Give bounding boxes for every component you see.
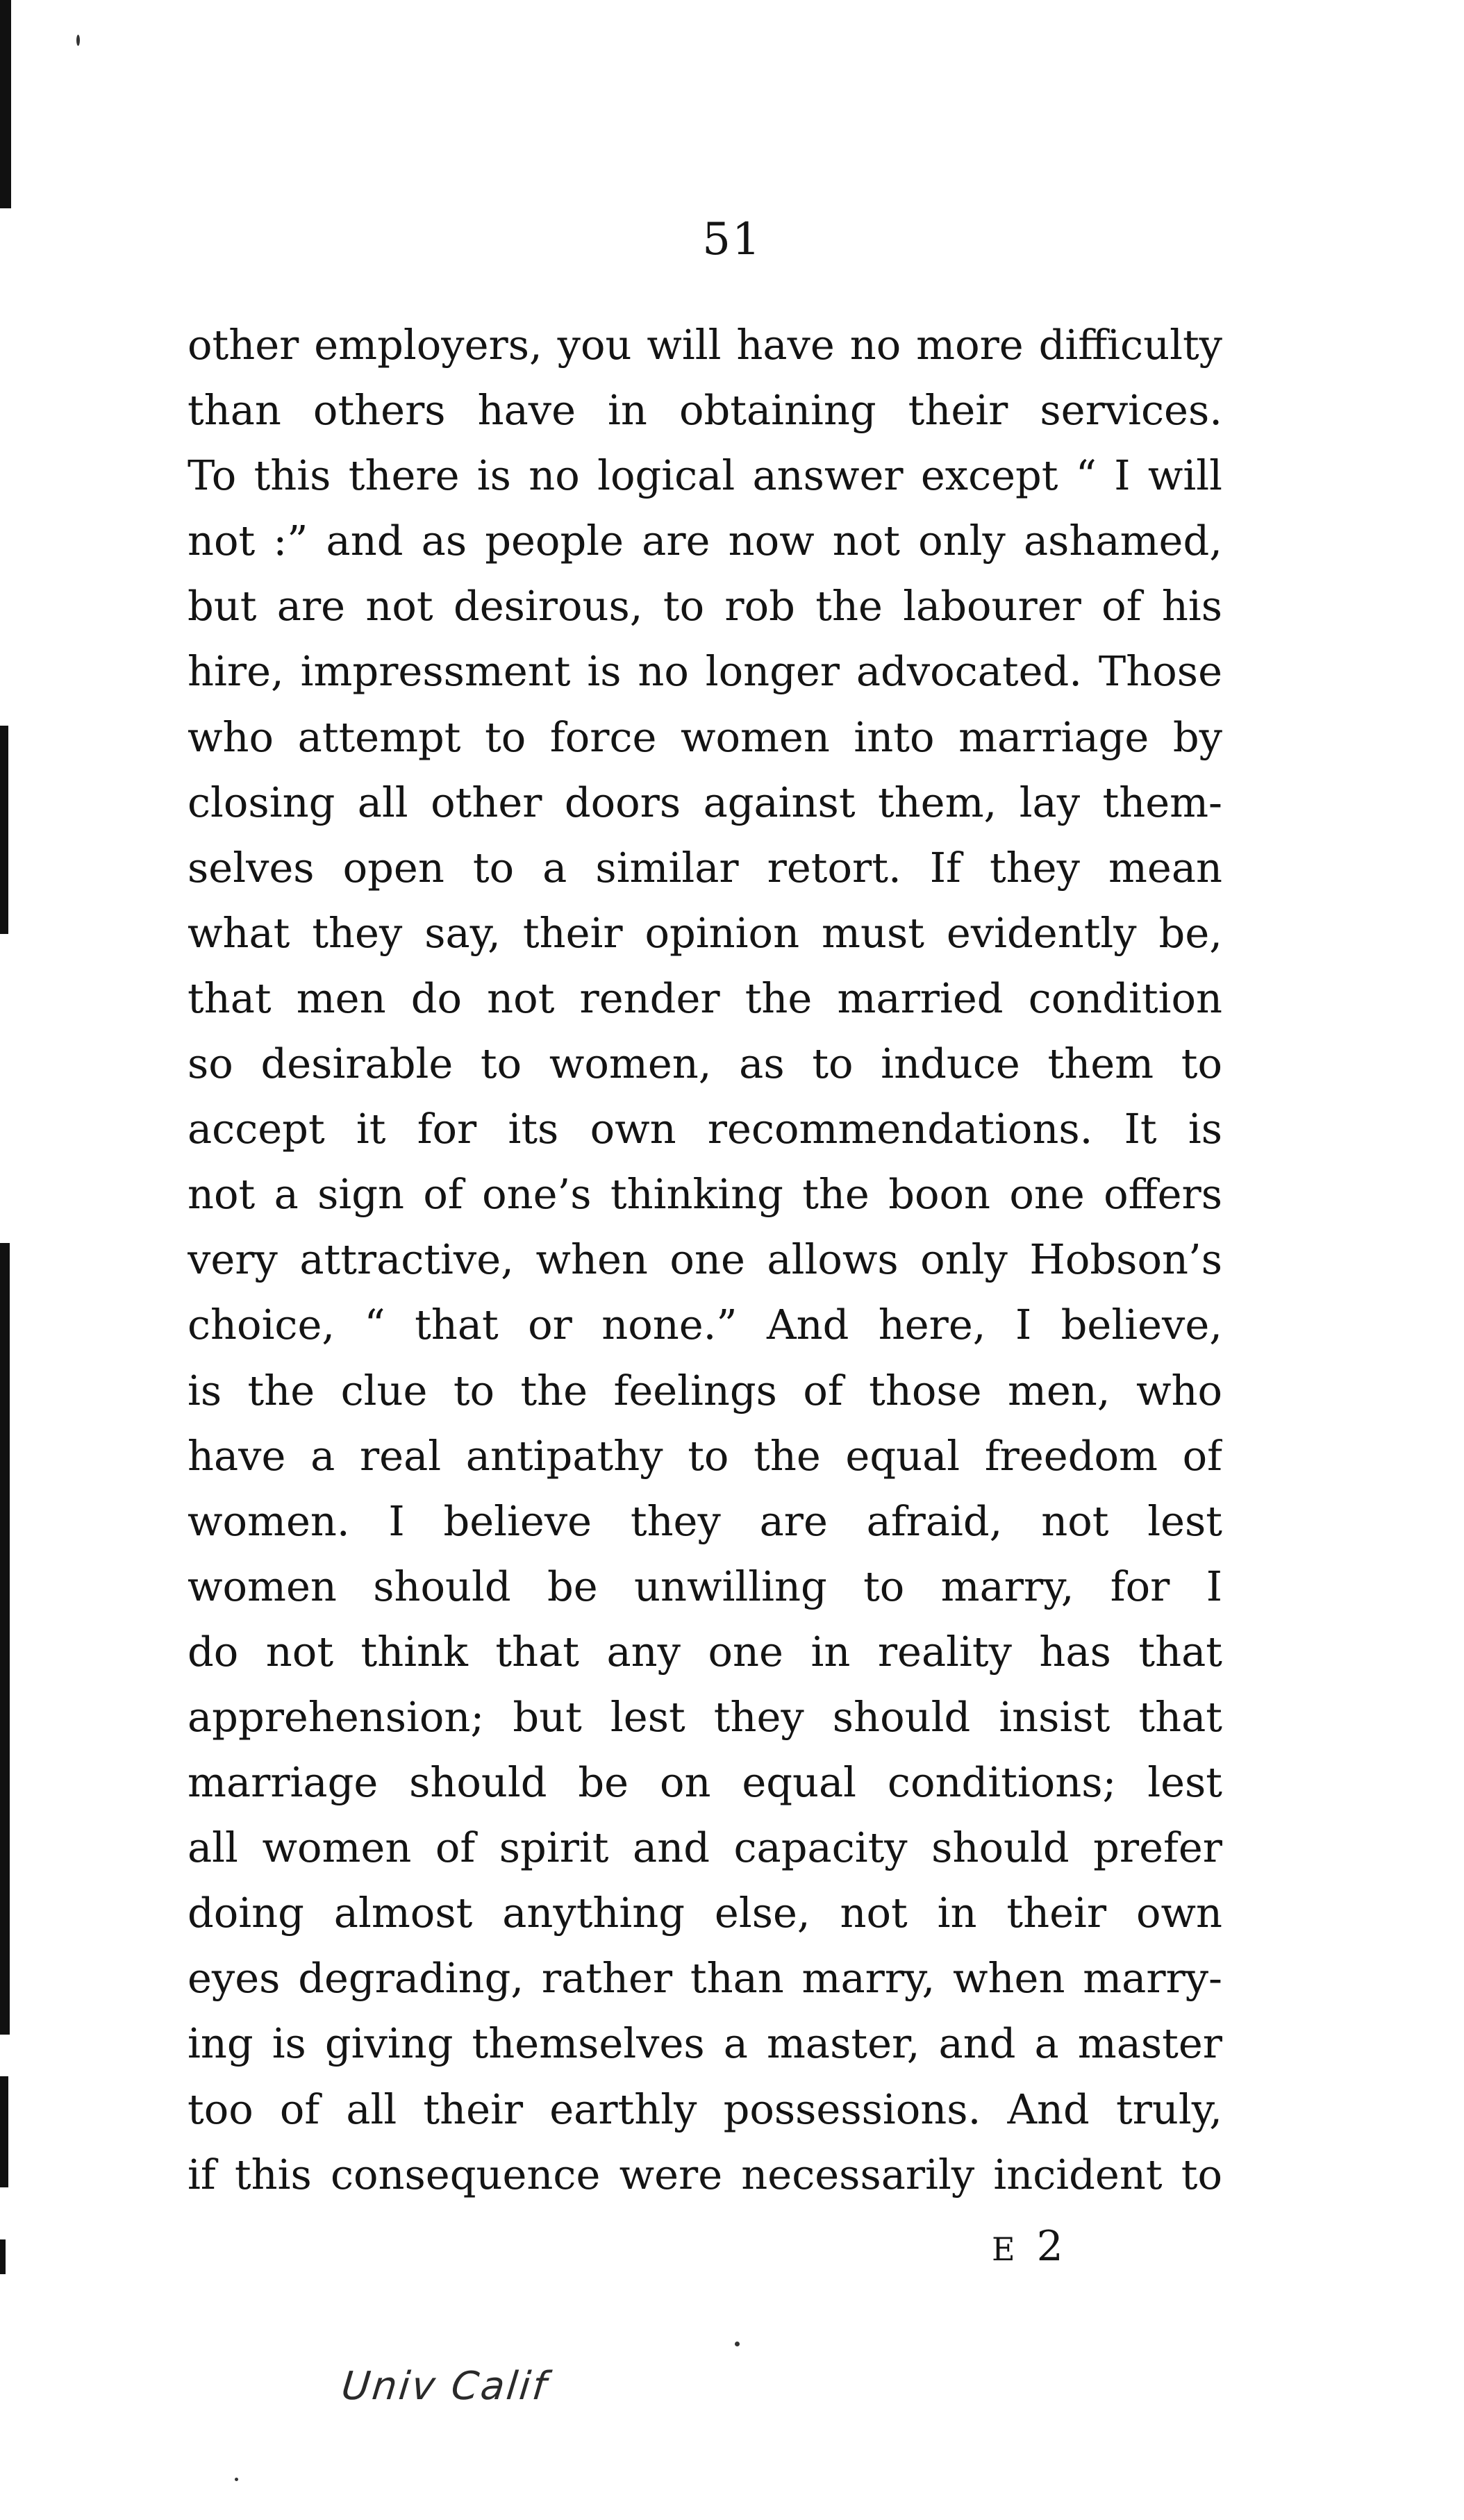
ink-speck [735,2342,740,2346]
text-line: is the clue to the feelings of those men, who [188,1366,1222,1415]
text-line: not a sign of one’s thinking the boon one offers [188,1170,1222,1219]
text-line: closing all other doors against them, lay them- [188,778,1222,826]
text-line: too of all their earthly possessions. And truly, [188,2085,1222,2133]
text-line: women should be unwilling to marry, for I [188,1562,1222,1610]
text-line: what they say, their opinion must evidently be, [188,908,1222,957]
ink-speck [76,35,80,46]
signature-mark [992,2219,1067,2277]
text-line: women. I believe they are afraid, not lest [188,1496,1222,1545]
text-line: eyes degrading, rather than marry, when marry- [188,1954,1222,2003]
text-line: that men do not render the married condition [188,974,1222,1022]
text-line: To this there is no logical answer except “ I will [188,451,1222,500]
signature-letter: E [992,2230,1020,2268]
text-line: apprehension; but lest they should insist that [188,1692,1222,1741]
text-line: but are not desirous, to rob the labourer of his [188,582,1222,631]
binding-edge-mark [0,0,11,208]
text-line: have a real antipathy to the equal freedom of [188,1431,1222,1480]
library-stamp: Univ Calif [339,2364,551,2409]
body-text [188,312,1222,2208]
text-line: not :” and as people are now not only ashamed, [188,517,1222,565]
text-line: accept it for its own recommendations. It is [188,1105,1222,1153]
text-line: if this consequence were necessarily incident to [188,2150,1222,2198]
binding-edge-mark [0,2076,8,2187]
text-line: doing almost anything else, not in their own [188,1889,1222,1937]
text-line: do not think that any one in reality has that [188,1627,1222,1676]
page-number: 51 [702,214,762,265]
text-line: who attempt to force women into marriage by [188,712,1222,761]
text-line: choice, “ that or none.” And here, I believe, [188,1301,1222,1349]
text-line: hire, impressment is no longer advocated. Those [188,647,1222,696]
text-line: ing is giving themselves a master, and a master [188,2019,1222,2068]
binding-edge-mark [0,726,8,934]
text-line: marriage should be on equal conditions; lest [188,1758,1222,1807]
text-line: very attractive, when one allows only Hobson’s [188,1235,1222,1284]
text-line: other employers, you will have no more difficulty [188,321,1222,369]
text-line: all women of spirit and capacity should prefer [188,1824,1222,1872]
ink-speck [235,2478,238,2481]
text-line: than others have in obtaining their services. [188,386,1222,435]
binding-edge-mark [0,2239,6,2274]
signature-number: 2 [1036,2222,1067,2271]
text-line: so desirable to women, as to induce them to [188,1040,1222,1088]
binding-edge-mark [0,1243,10,2035]
text-line: selves open to a similar retort. If they mean [188,843,1222,892]
